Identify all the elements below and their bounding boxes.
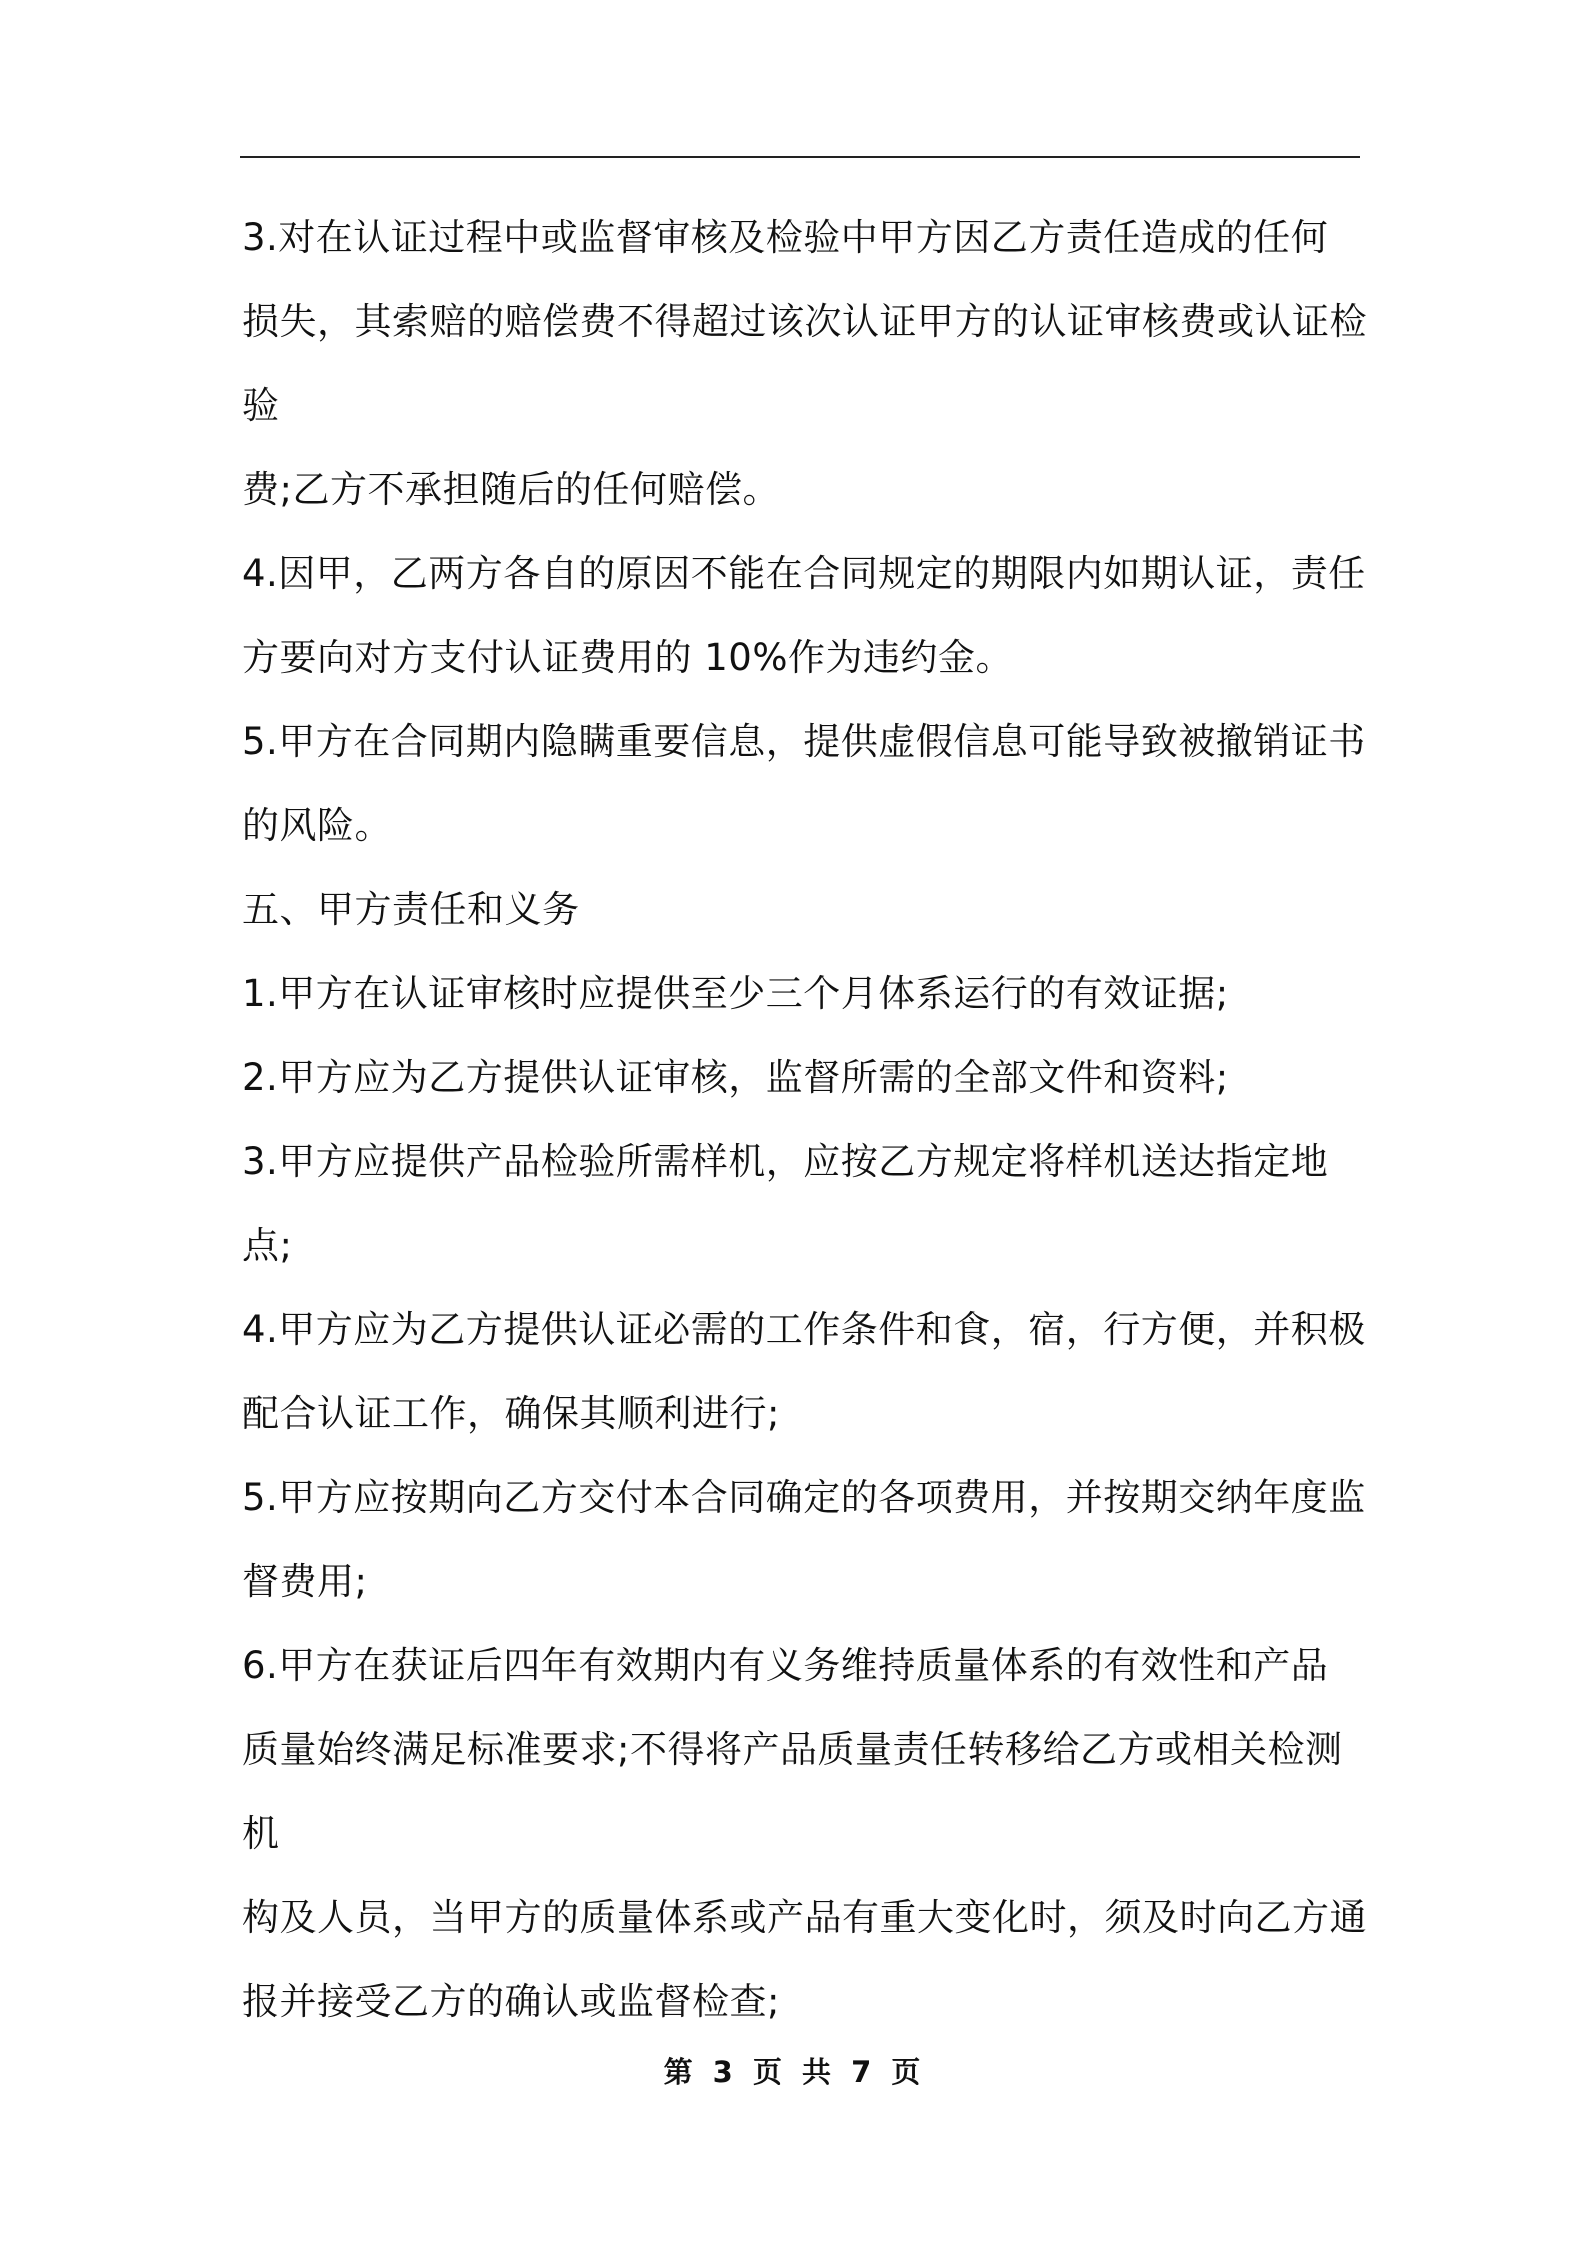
text-line: 5.甲方在合同期内隐瞒重要信息，提供虚假信息可能导致被撤销证书 [242,720,1366,763]
text-line: 配合认证工作，确保其顺利进行; [242,1392,780,1435]
text-line: 4.因甲，乙两方各自的原因不能在合同规定的期限内如期认证，责任 [242,552,1366,595]
text-line: 1.甲方在认证审核时应提供至少三个月体系运行的有效证据; [242,972,1229,1015]
text-line: 5.甲方应按期向乙方交付本合同确定的各项费用，并按期交纳年度监 [242,1476,1366,1519]
text-line: 报并接受乙方的确认或监督检查; [242,1980,780,2023]
text-line: 损失，其索赔的赔偿费不得超过该次认证甲方的认证审核费或认证检 [242,300,1367,343]
text-line: 2.甲方应为乙方提供认证审核，监督所需的全部文件和资料; [242,1056,1229,1099]
text-line: 督费用; [242,1560,368,1603]
text-line: 3.甲方应提供产品检验所需样机，应按乙方规定将样机送达指定地 [242,1140,1329,1183]
text-line: 费;乙方不承担随后的任何赔偿。 [242,468,780,511]
text-line: 3.对在认证过程中或监督审核及检验中甲方因乙方责任造成的任何 [242,216,1329,259]
text-line: 方要向对方支付认证费用的 10%作为违约金。 [242,636,1013,679]
text-line: 质量始终满足标准要求;不得将产品质量责任转移给乙方或相关检测 [242,1728,1343,1771]
text-line: 构及人员，当甲方的质量体系或产品有重大变化时，须及时向乙方通 [242,1896,1367,1939]
text-line: 6.甲方在获证后四年有效期内有义务维持质量体系的有效性和产品 [242,1644,1329,1687]
text-line: 4.甲方应为乙方提供认证必需的工作条件和食，宿，行方便，并积极 [242,1308,1366,1351]
text-line: 点; [242,1224,293,1267]
page-number-footer: 第 3 页 共 7 页 [663,2055,923,2089]
header-rule [240,156,1360,158]
section-heading: 五、甲方责任和义务 [242,888,580,931]
text-line: 的风险。 [242,804,392,847]
text-line: 验 [242,384,280,427]
text-line: 机 [242,1812,280,1855]
document-body [242,196,1367,2044]
